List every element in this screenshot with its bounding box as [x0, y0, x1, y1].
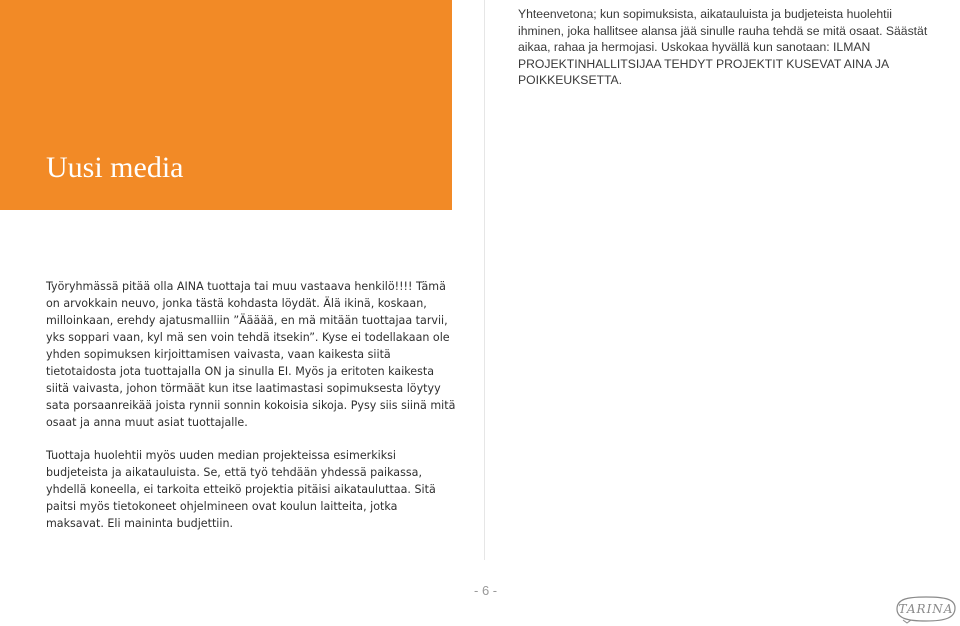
page-number: - 6 - [474, 583, 498, 598]
summary-paragraph: Yhteenvetona; kun sopimuksista, aikatauluista ja budjeteista huolehtii ihminen, joka hallitsee alansa jää sinulle rauha tehdä se mitä osaat. Säästät aikaa, rahaa ja hermojasi. Uskokaa hyvällä kun sanotaan: ILMAN PROJEKTINHALLITSIJAA TEHDYT PROJEKTIT KUSEVAT AINA JA POIKKEUKSETTA. [518, 7, 928, 87]
section-header-banner [0, 0, 452, 210]
tarina-logo [893, 593, 959, 625]
logo-text: TARINA [898, 602, 954, 616]
section-title: Uusi media [46, 151, 184, 184]
section-body [46, 278, 456, 548]
column-divider [484, 0, 485, 560]
body-paragraph: Työryhmässä pitää olla AINA tuottaja tai muu vastaava henkilö!!!! Tämä on arvokkain neuvo, jonka tästä kohdasta löydät. Älä ikinä, koskaan, milloinkaan, erehdy ajatusmalliin ”Äääää, en mä mitään tuottajaa tarvii, yks soppari vaan, kyl mä sen voin tehdä itsekin”. Kyse ei todellakaan ole yhden sopimuksen kirjoittamisen vaivasta, vaan kaikesta siitä tietotaidosta jota tuottajalla ON ja sinulla EI. Myös ja eritoten kaikesta siitä vaivasta, johon törmäät kun itse laatimastasi sopimuksesta löytyy sata porsaanreikää joista rynnii sonnin kokoisia sikoja. Pysy siis siinä mitä osaat ja anna muut asiat tuottajalle. [46, 280, 456, 429]
body-paragraph: Tuottaja huolehtii myös uuden median projekteissa esimerkiksi budjeteista ja aikatauluista. Se, että työ tehdään yhdessä paikassa, yhdellä koneella, ei tarkoita etteikö projektia pitäisi aikatauluttaa. Sitä paitsi myös tietokoneet ohjelmineen ovat koulun laitteita, jotka maksavat. Eli maininta budjettiin. [46, 449, 436, 530]
